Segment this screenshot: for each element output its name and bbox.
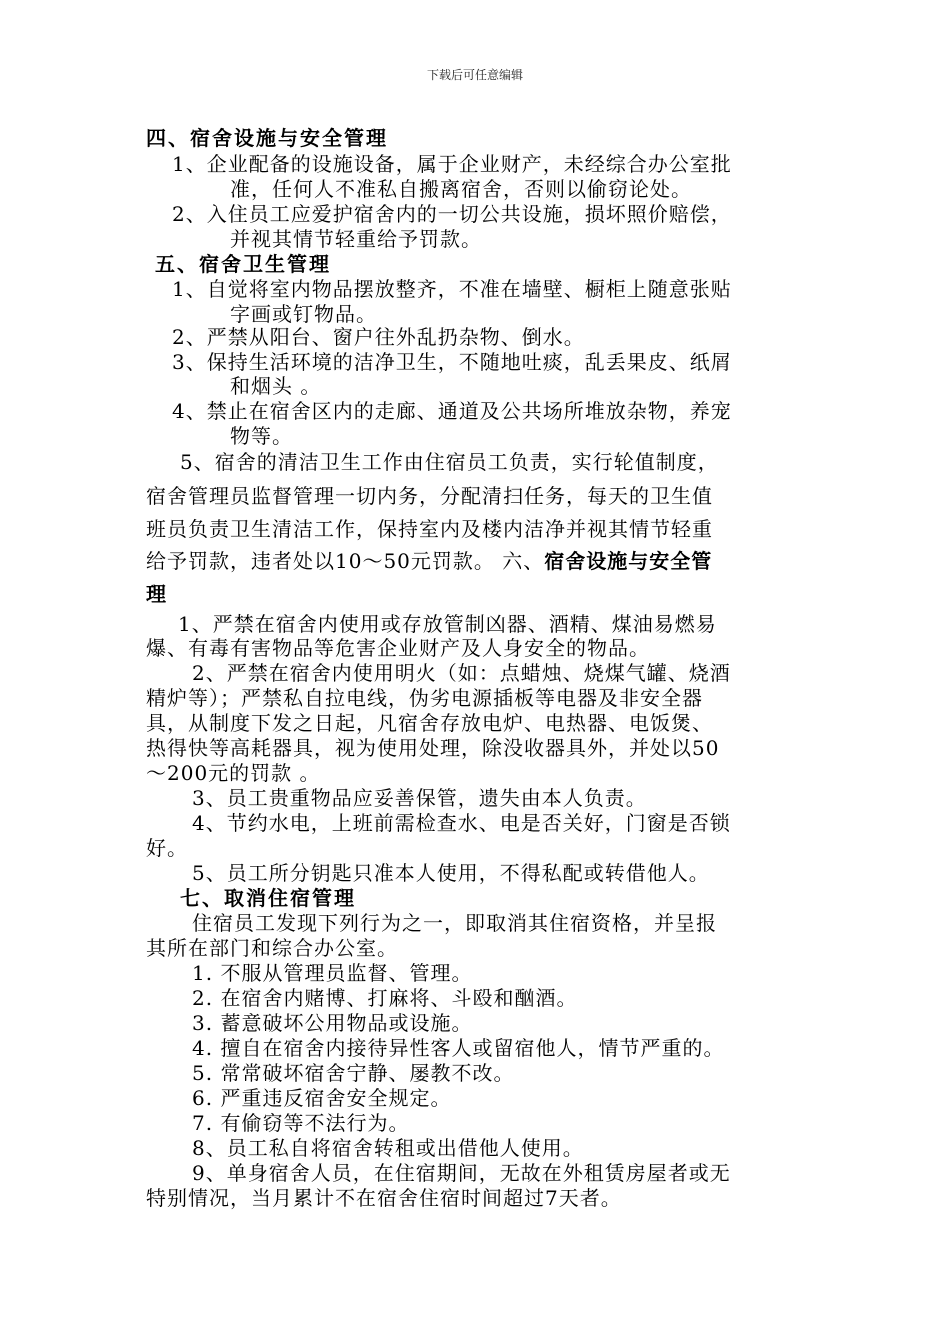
paragraph-line: 2、入住员工应爱护宿舍内的一切公共设施，损坏照价赔偿，	[172, 202, 732, 226]
paragraph-line: 和烟头 。	[230, 374, 322, 398]
section-heading: 四、宿舍设施与安全管理	[146, 126, 388, 150]
section-heading-continued: 理	[146, 582, 167, 606]
section-heading: 五、宿舍卫生管理	[155, 252, 331, 276]
paragraph-line: 爆、有毒有害物品等危害企业财产及人身安全的物品。	[146, 636, 650, 660]
section-heading: 七、取消住宿管理	[180, 886, 356, 910]
paragraph-line: 精炉等）；严禁私自拉电线，伪劣电源插板等电器及非安全器	[146, 686, 703, 710]
paragraph-line: 并视其情节轻重给予罚款。	[230, 227, 482, 251]
paragraph-line: 宿舍管理员监督管理一切内务，分配清扫任务，每天的卫生值	[146, 484, 713, 508]
paragraph-line: 好。	[146, 836, 188, 860]
paragraph-line: 5、员工所分钥匙只准本人使用，不得私配或转借他人。	[192, 861, 710, 885]
header-note: 下载后可任意编辑	[426, 68, 523, 82]
paragraph-line: 字画或钉物品。	[230, 302, 377, 326]
paragraph-line: 3、员工贵重物品应妥善保管，遗失由本人负责。	[192, 786, 647, 810]
list-item: 6. 严重违反宿舍安全规定。	[192, 1086, 452, 1110]
list-item-continued: 特别情况，当月累计不在宿舍住宿时间超过7天者。	[146, 1186, 622, 1210]
list-item: 5. 常常破坏宿舍宁静、屡教不改。	[192, 1061, 515, 1085]
paragraph-line: 准，任何人不准私自搬离宿舍，否则以偷窃论处。	[230, 177, 692, 201]
paragraph-text: 给予罚款，违者处以10～50元罚款。 六、	[146, 549, 545, 573]
section-heading: 宿舍设施与安全管	[544, 549, 713, 573]
paragraph-line: 物等。	[230, 424, 293, 448]
paragraph-line: 具，从制度下发之日起，凡宿舍存放电炉、电热器、电饭煲、	[146, 711, 713, 735]
paragraph-line: 5、宿舍的清洁卫生工作由住宿员工负责，实行轮值制度，	[180, 450, 719, 474]
paragraph-line: 1、自觉将室内物品摆放整齐，不准在墙壁、橱柜上随意张贴	[172, 277, 732, 301]
list-item: 7. 有偷窃等不法行为。	[192, 1111, 410, 1135]
list-item: 9、单身宿舍人员，在住宿期间，无故在外租赁房屋者或无	[192, 1161, 731, 1185]
paragraph-line: ～200元的罚款 。	[146, 761, 321, 785]
paragraph-line: 其所在部门和综合办公室。	[146, 936, 398, 960]
paragraph-line: 1、严禁在宿舍内使用或存放管制凶器、酒精、煤油易燃易	[178, 612, 717, 636]
list-item: 3. 蓄意破坏公用物品或设施。	[192, 1011, 473, 1035]
list-item: 1. 不服从管理员监督、管理。	[192, 961, 473, 985]
list-item: 8、员工私自将宿舍转租或出借他人使用。	[192, 1136, 584, 1160]
paragraph-line: 住宿员工发现下列行为之一，即取消其住宿资格，并呈报	[192, 911, 717, 935]
paragraph-line: 热得快等高耗器具，视为使用处理，除没收器具外，并处以50	[146, 736, 720, 760]
paragraph-line	[146, 549, 712, 573]
paragraph-line: 2、严禁在宿舍内使用明火（如：点蜡烛、烧煤气罐、烧酒	[192, 661, 731, 685]
paragraph-line: 4、节约水电，上班前需检查水、电是否关好，门窗是否锁	[192, 811, 731, 835]
paragraph-line: 班员负责卫生清洁工作，保持室内及楼内洁净并视其情节轻重	[146, 517, 713, 541]
paragraph-line: 2、严禁从阳台、窗户往外乱扔杂物、倒水。	[172, 325, 585, 349]
paragraph-line: 4、禁止在宿舍区内的走廊、通道及公共场所堆放杂物，养宠	[172, 399, 732, 423]
paragraph-line: 1、企业配备的设施设备，属于企业财产，未经综合办公室批	[172, 152, 732, 176]
paragraph-line: 3、保持生活环境的洁净卫生，不随地吐痰，乱丢果皮、纸屑	[172, 350, 732, 374]
list-item: 4. 擅自在宿舍内接待异性客人或留宿他人，情节严重的。	[192, 1036, 725, 1060]
list-item: 2. 在宿舍内赌博、打麻将、斗殴和酗酒。	[192, 986, 578, 1010]
